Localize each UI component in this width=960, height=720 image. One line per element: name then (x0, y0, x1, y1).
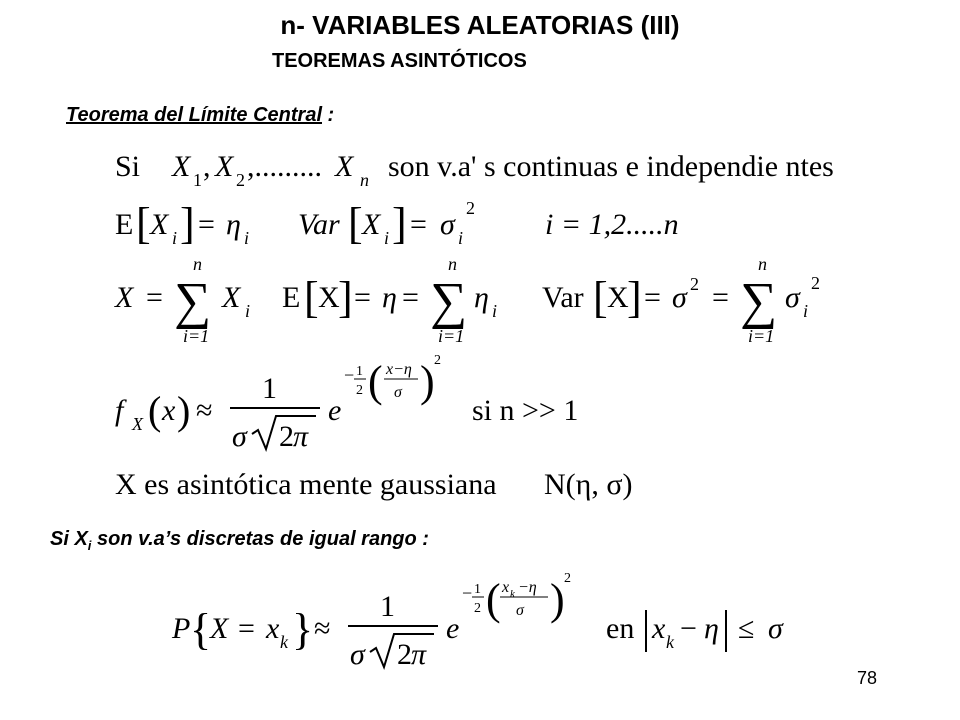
discrete-heading (50, 528, 429, 553)
line3-eta-i-sub: i (492, 301, 498, 321)
line2-eq2: = (410, 208, 427, 241)
line5-normal: N(η, σ) (544, 468, 633, 501)
disc-den-pi: π (411, 638, 427, 671)
disc-abs-eta: η (704, 612, 719, 645)
line4-f: f (115, 394, 124, 427)
line3-Xi: X (222, 281, 241, 314)
line3-eq2: = (354, 281, 371, 314)
line2-sigma-sub: i (458, 228, 464, 248)
line2-sub-i: i (172, 228, 178, 248)
line3-sigma: σ (672, 281, 687, 314)
disc-x-sub: k (280, 632, 288, 652)
discrete-heading-sub: i (87, 538, 92, 553)
line3-X3: X (607, 281, 629, 314)
line1-x1: X (172, 150, 191, 183)
line3-Xi-sub: i (245, 301, 251, 321)
line4-den-sigma: σ (232, 420, 247, 453)
line3-sigma-i-sub: i (803, 301, 809, 321)
line3-eta-i: η (474, 281, 489, 314)
line3-sum3-top: n (758, 254, 767, 274)
discrete-heading-prefix: Si X (50, 528, 88, 550)
line2-range: i = 1,2.....n (545, 208, 679, 241)
slide-subtitle: TEOREMAS ASINTÓTICOS (272, 50, 527, 72)
disc-exp-num-sub: k (510, 588, 515, 600)
line3-eq5: = (712, 281, 729, 314)
disc-abs-x: x (652, 612, 666, 645)
line3-E: E (282, 281, 301, 314)
clt-heading-colon: : (322, 104, 335, 126)
line1-x2: X (215, 150, 234, 183)
line3-eq3: = (402, 281, 419, 314)
line2-Xi2: X (362, 208, 381, 241)
disc-x: x (266, 612, 280, 645)
line4-exp-sup: 2 (434, 353, 441, 368)
line2-Xi: X (150, 208, 169, 241)
line1-dots: ,......... (247, 150, 322, 183)
disc-approx: ≈ (314, 612, 331, 645)
line3-sigma-i: σ (785, 281, 800, 314)
line3-sigma-sup: 2 (690, 274, 699, 294)
line2-bracket-r: ] (180, 199, 195, 248)
line2-E: E (115, 208, 134, 241)
line3-eq1: = (146, 281, 163, 314)
line3-sum2: ∑ (430, 273, 468, 330)
line3-bracket-r: ] (338, 273, 353, 322)
line3-X2: X (318, 281, 340, 314)
disc-den-sigma: σ (350, 638, 365, 671)
line1-si: Si (115, 150, 141, 183)
line4-e: e (328, 394, 342, 427)
line1-subn: n (360, 170, 369, 190)
disc-e: e (446, 612, 460, 645)
line2-sigma-sup: 2 (466, 198, 475, 218)
line3-X: X (115, 281, 134, 314)
line5-text: X es asintótica mente gaussiana (115, 468, 497, 501)
disc-abs-x-sub: k (666, 632, 674, 652)
line1-sub1: 1 (193, 170, 202, 190)
line2-bracket-l: [ (136, 199, 151, 248)
disc-exp-paren-r: ) (550, 575, 565, 624)
line2-bracket2-r: ] (392, 199, 407, 248)
line2-eta: η (226, 208, 241, 241)
line3-Var: Var (542, 281, 584, 314)
line3-eta: η (382, 281, 397, 314)
line2-eta-sub: i (244, 228, 250, 248)
disc-en: en (606, 612, 635, 645)
disc-exp-minus: − (462, 583, 473, 603)
line1-comma1: , (203, 150, 211, 183)
line3-sum2-bottom: i=1 (438, 326, 465, 346)
line4-approx: ≈ (196, 394, 213, 427)
line3-eq4: = (644, 281, 661, 314)
disc-abs-minus: − (680, 612, 697, 645)
line4-den-pi: π (293, 420, 309, 453)
line3-sum1-bottom: i=1 (183, 326, 210, 346)
disc-exp-num-rest: −η (518, 579, 537, 596)
line4-exp-half-den: 2 (356, 383, 363, 398)
disc-exp-den: σ (516, 602, 524, 619)
line2-sub-i2: i (384, 228, 390, 248)
line3-bracket2-l: [ (593, 273, 608, 322)
clt-heading-text: Teorema del Límite Central (66, 104, 322, 126)
line3-sum2-top: n (448, 254, 457, 274)
disc-P: P (172, 612, 191, 645)
line4-exp-minus: − (344, 365, 355, 385)
line2-eq: = (198, 208, 215, 241)
disc-exp-paren-l: ( (486, 575, 501, 624)
line4-exp-paren-l: ( (368, 357, 383, 406)
line4-paren-l: ( (148, 388, 162, 433)
line2-sigma: σ (440, 208, 455, 241)
line3-sum1: ∑ (174, 273, 212, 330)
line4-f-sub: X (132, 414, 143, 434)
disc-leq: ≤ (738, 612, 755, 645)
page-number: 78 (857, 668, 878, 688)
line4-den-2: 2 (279, 420, 294, 453)
line3-sum1-top: n (193, 254, 202, 274)
line4-paren-r: ) (177, 388, 191, 433)
line1-sub2: 2 (236, 170, 245, 190)
line3-sum3: ∑ (740, 273, 778, 330)
line4-exp-half-num: 1 (356, 364, 363, 379)
disc-exp-sup: 2 (564, 571, 571, 586)
disc-num: 1 (380, 590, 395, 623)
line3-bracket2-r: ] (627, 273, 642, 322)
line4-exp-num: x−η (386, 361, 412, 378)
disc-sigma: σ (768, 612, 783, 645)
disc-brace-r: } (292, 605, 314, 654)
disc-eq: = (238, 612, 255, 645)
line3-bracket-l: [ (304, 273, 319, 322)
line4-exp-den: σ (394, 384, 402, 401)
line3-sum3-bottom: i=1 (748, 326, 775, 346)
disc-exp-half-den: 2 (474, 601, 481, 616)
line4-si-n: si n >> 1 (472, 394, 579, 427)
discrete-heading-suffix: son v.a’s discretas de igual rango : (91, 528, 429, 550)
line4-exp-paren-r: ) (420, 357, 435, 406)
disc-den-2: 2 (397, 638, 412, 671)
line2-var: Var (298, 208, 340, 241)
line1-xn: X (335, 150, 354, 183)
slide-title: n- VARIABLES ALEATORIAS (III) (280, 10, 680, 40)
disc-X: X (210, 612, 229, 645)
line4-x: x (162, 394, 176, 427)
line2-bracket2-l: [ (348, 199, 363, 248)
disc-brace-l: { (190, 605, 212, 654)
line3-sigma-i-sup: 2 (811, 273, 820, 293)
disc-exp-half-num: 1 (474, 582, 481, 597)
line4-num: 1 (262, 372, 277, 405)
disc-exp-num: x (502, 579, 510, 596)
line1-text: son v.a' s continuas e independie ntes (388, 150, 834, 183)
